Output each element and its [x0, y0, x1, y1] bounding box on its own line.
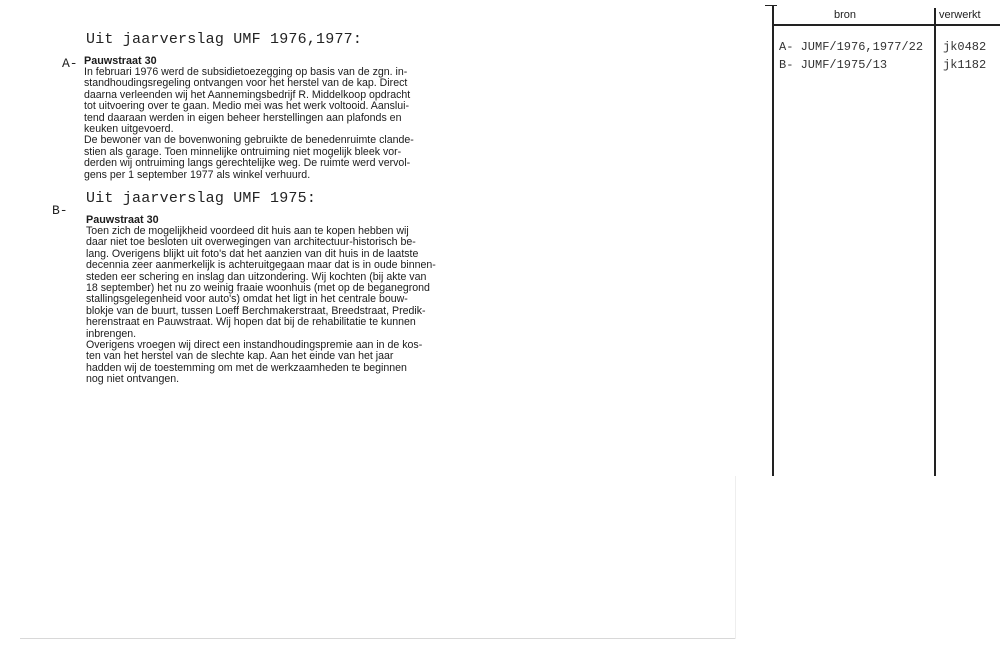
clipping-a-line: tend daaraan werden in eigen beheer herstellingen aan plafonds en — [84, 111, 402, 124]
clipping-a-title: Pauwstraat 30 — [84, 55, 157, 67]
scan-fold-line — [735, 476, 736, 639]
clipping-b — [86, 214, 461, 386]
marker-b: B- — [52, 203, 68, 218]
clipping-b-line: ten van het herstel van de slechte kap. Aan het einde van het jaar — [86, 350, 394, 363]
scan-bottom-edge — [20, 638, 735, 639]
clipping-a-line: daarna verleenden wij het Aannemingsbedrijf R. Middelkoop opdracht — [84, 88, 411, 101]
clipping-b-line: decennia zeer aanmerkelijk is achteruitgegaan maar dat is in oude binnen- — [86, 259, 436, 272]
clipping-b-line: nog niet ontvangen. — [86, 373, 180, 386]
bron-entry-a: A- JUMF/1976,1977/22 — [779, 40, 924, 54]
marker-a: A- — [62, 56, 78, 71]
clipping-a-line: tot uitvoering over te gaan. Medio mei was het werk voltooid. Aanslui- — [84, 100, 410, 113]
clipping-b-title: Pauwstraat 30 — [86, 214, 159, 226]
clipping-b-line: stallingsgelegenheid voor auto's) omdat het ligt in het centrale bouw- — [86, 293, 408, 306]
column-header-bron: bron — [834, 9, 857, 21]
table-column-divider — [934, 8, 936, 476]
clipping-b-line: steden eer schering en inslag dan uitzondering. Wij kochten (bij akte van — [86, 270, 427, 283]
clipping-b-line: inbrengen. — [86, 327, 137, 340]
clipping-a-line: stien als garage. Toen minnelijke ontruiming niet mogelijk bleek vor- — [84, 145, 402, 158]
clipping-b-line: Toen zich de mogelijkheid voordeed dit huis aan te kopen hebben wij — [86, 225, 409, 237]
clipping-b-line: 18 september) het nu zo weinig fraaie woonhuis (met op de beganegrond — [86, 282, 430, 295]
clipping-b-line: blokje van de buurt, tussen Loeff Berchmakerstraat, Breedstraat, Predik- — [86, 304, 426, 317]
clipping-a — [84, 55, 454, 181]
clipping-b-line: Overigens vroegen wij direct een instandhoudingspremie aan in de kos- — [86, 339, 423, 352]
clipping-a-line: derden wij ontruiming langs gerechtelijke weg. De ruimte werd vervol- — [84, 157, 411, 170]
bron-entry-b: B- JUMF/1975/13 — [779, 58, 888, 72]
clipping-b-line: daar niet toe besloten uit overwegingen van architectuur-historisch be- — [86, 236, 416, 249]
clipping-a-line: keuken uitgevoerd. — [84, 123, 174, 136]
heading-b: Uit jaarverslag UMF 1975: — [86, 190, 317, 207]
heading-a: Uit jaarverslag UMF 1976,1977: — [86, 31, 363, 48]
clipping-a-line: De bewoner van de bovenwoning gebruikte de benedenruimte clande- — [84, 134, 414, 147]
verwerkt-entry-b: jk1182 — [943, 58, 987, 72]
clipping-b-line: herenstraat en Pauwstraat. Wij hopen dat bij de rehabilitatie te kunnen — [86, 316, 416, 329]
table-left-border — [772, 6, 774, 476]
clipping-a-line: In februari 1976 werd de subsidietoezegging op basis van de zgn. in- — [84, 66, 408, 78]
table-corner-tick — [765, 5, 777, 6]
clipping-b-line: lang. Overigens blijkt uit foto's dat het aanzien van dit huis in de laatste — [86, 247, 419, 260]
clipping-a-line: standhoudingsregeling ontvangen voor het herstel van de kap. Direct — [84, 77, 408, 90]
table-header-rule — [772, 24, 1000, 26]
verwerkt-entry-a: jk0482 — [943, 40, 987, 54]
clipping-a-line: gens per 1 september 1977 als winkel verhuurd. — [84, 168, 311, 181]
column-header-verwerkt: verwerkt — [939, 9, 981, 21]
clipping-b-line: hadden wij de toestemming om met de werkzaamheden te beginnen — [86, 361, 407, 374]
